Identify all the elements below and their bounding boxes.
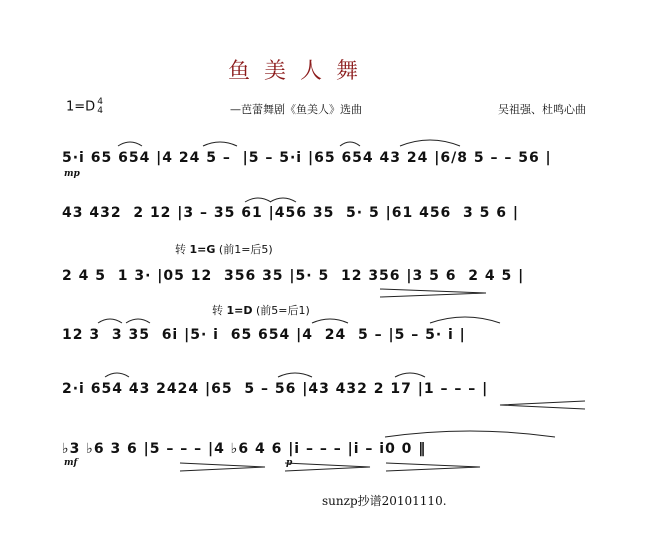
score-line-3: 2 4 5 1 3· |05 12 356 35 |5· 5 12 356 |3 5 6 2 4 5 | [62,268,525,284]
score-line-2: 43 432 2 12 |3 – 35 61 |456 35 5· 5 |61 456 3 5 6 | [62,205,520,221]
modulation-prefix: 转 [212,304,223,317]
slur [270,198,296,202]
slur [98,319,122,323]
slur [203,142,237,146]
slur [385,431,555,437]
slur [105,373,129,377]
song-title: 鱼美人舞 [227,59,372,84]
dynamic-mf: mf [64,458,78,468]
slur [245,198,271,202]
score-line-5: 2·i 654 43 2424 |65 5 – 56 |43 432 2 17 |1 – – – | [62,381,489,397]
modulation-detail: (前5=后1) [256,304,310,317]
modulation-key: 1=G [189,243,216,256]
modulation-prefix: 转 [175,243,186,256]
decrescendo-hairpin [285,463,370,471]
slur [312,319,348,323]
slur [118,142,142,146]
decrescendo-hairpin [386,463,480,471]
slur [400,140,460,146]
crescendo-hairpin [500,401,585,409]
score-line-1: 5·i 65 654 |4 24 5 – |5 – 5·i |65 654 43 24 |6/8 5 – – 56 | [62,150,552,166]
score-line-6: ♭3 ♭6 3 6 |5 – – – |4 ♭6 4 6 |i – – – |i – i0 0 ‖ [62,441,427,457]
slur [430,317,500,323]
decrescendo-hairpin [180,463,265,471]
transcriber-credit: sunzp抄谱20101110. [322,494,447,508]
time-top: 4 [97,97,103,107]
slur [126,319,150,323]
decrescendo-hairpin [380,289,486,297]
dynamic-p: p [286,458,293,468]
slur [395,373,425,377]
score-line-4: 12 3 3 35 6i |5· i 65 654 |4 24 5 – |5 – 5· i | [62,327,466,343]
modulation-detail: (前1=后5) [218,243,273,256]
subtitle: —芭蕾舞剧《鱼美人》选曲 [230,103,362,116]
modulation-key: 1=D [226,304,253,317]
composer-credit: 吴祖强、杜鸣心曲 [498,103,586,116]
dynamic-mp: mp [64,169,80,179]
time-bottom: 4 [97,106,103,116]
key-label: 1=D [66,99,96,115]
slur [340,142,360,146]
slur [278,373,312,377]
